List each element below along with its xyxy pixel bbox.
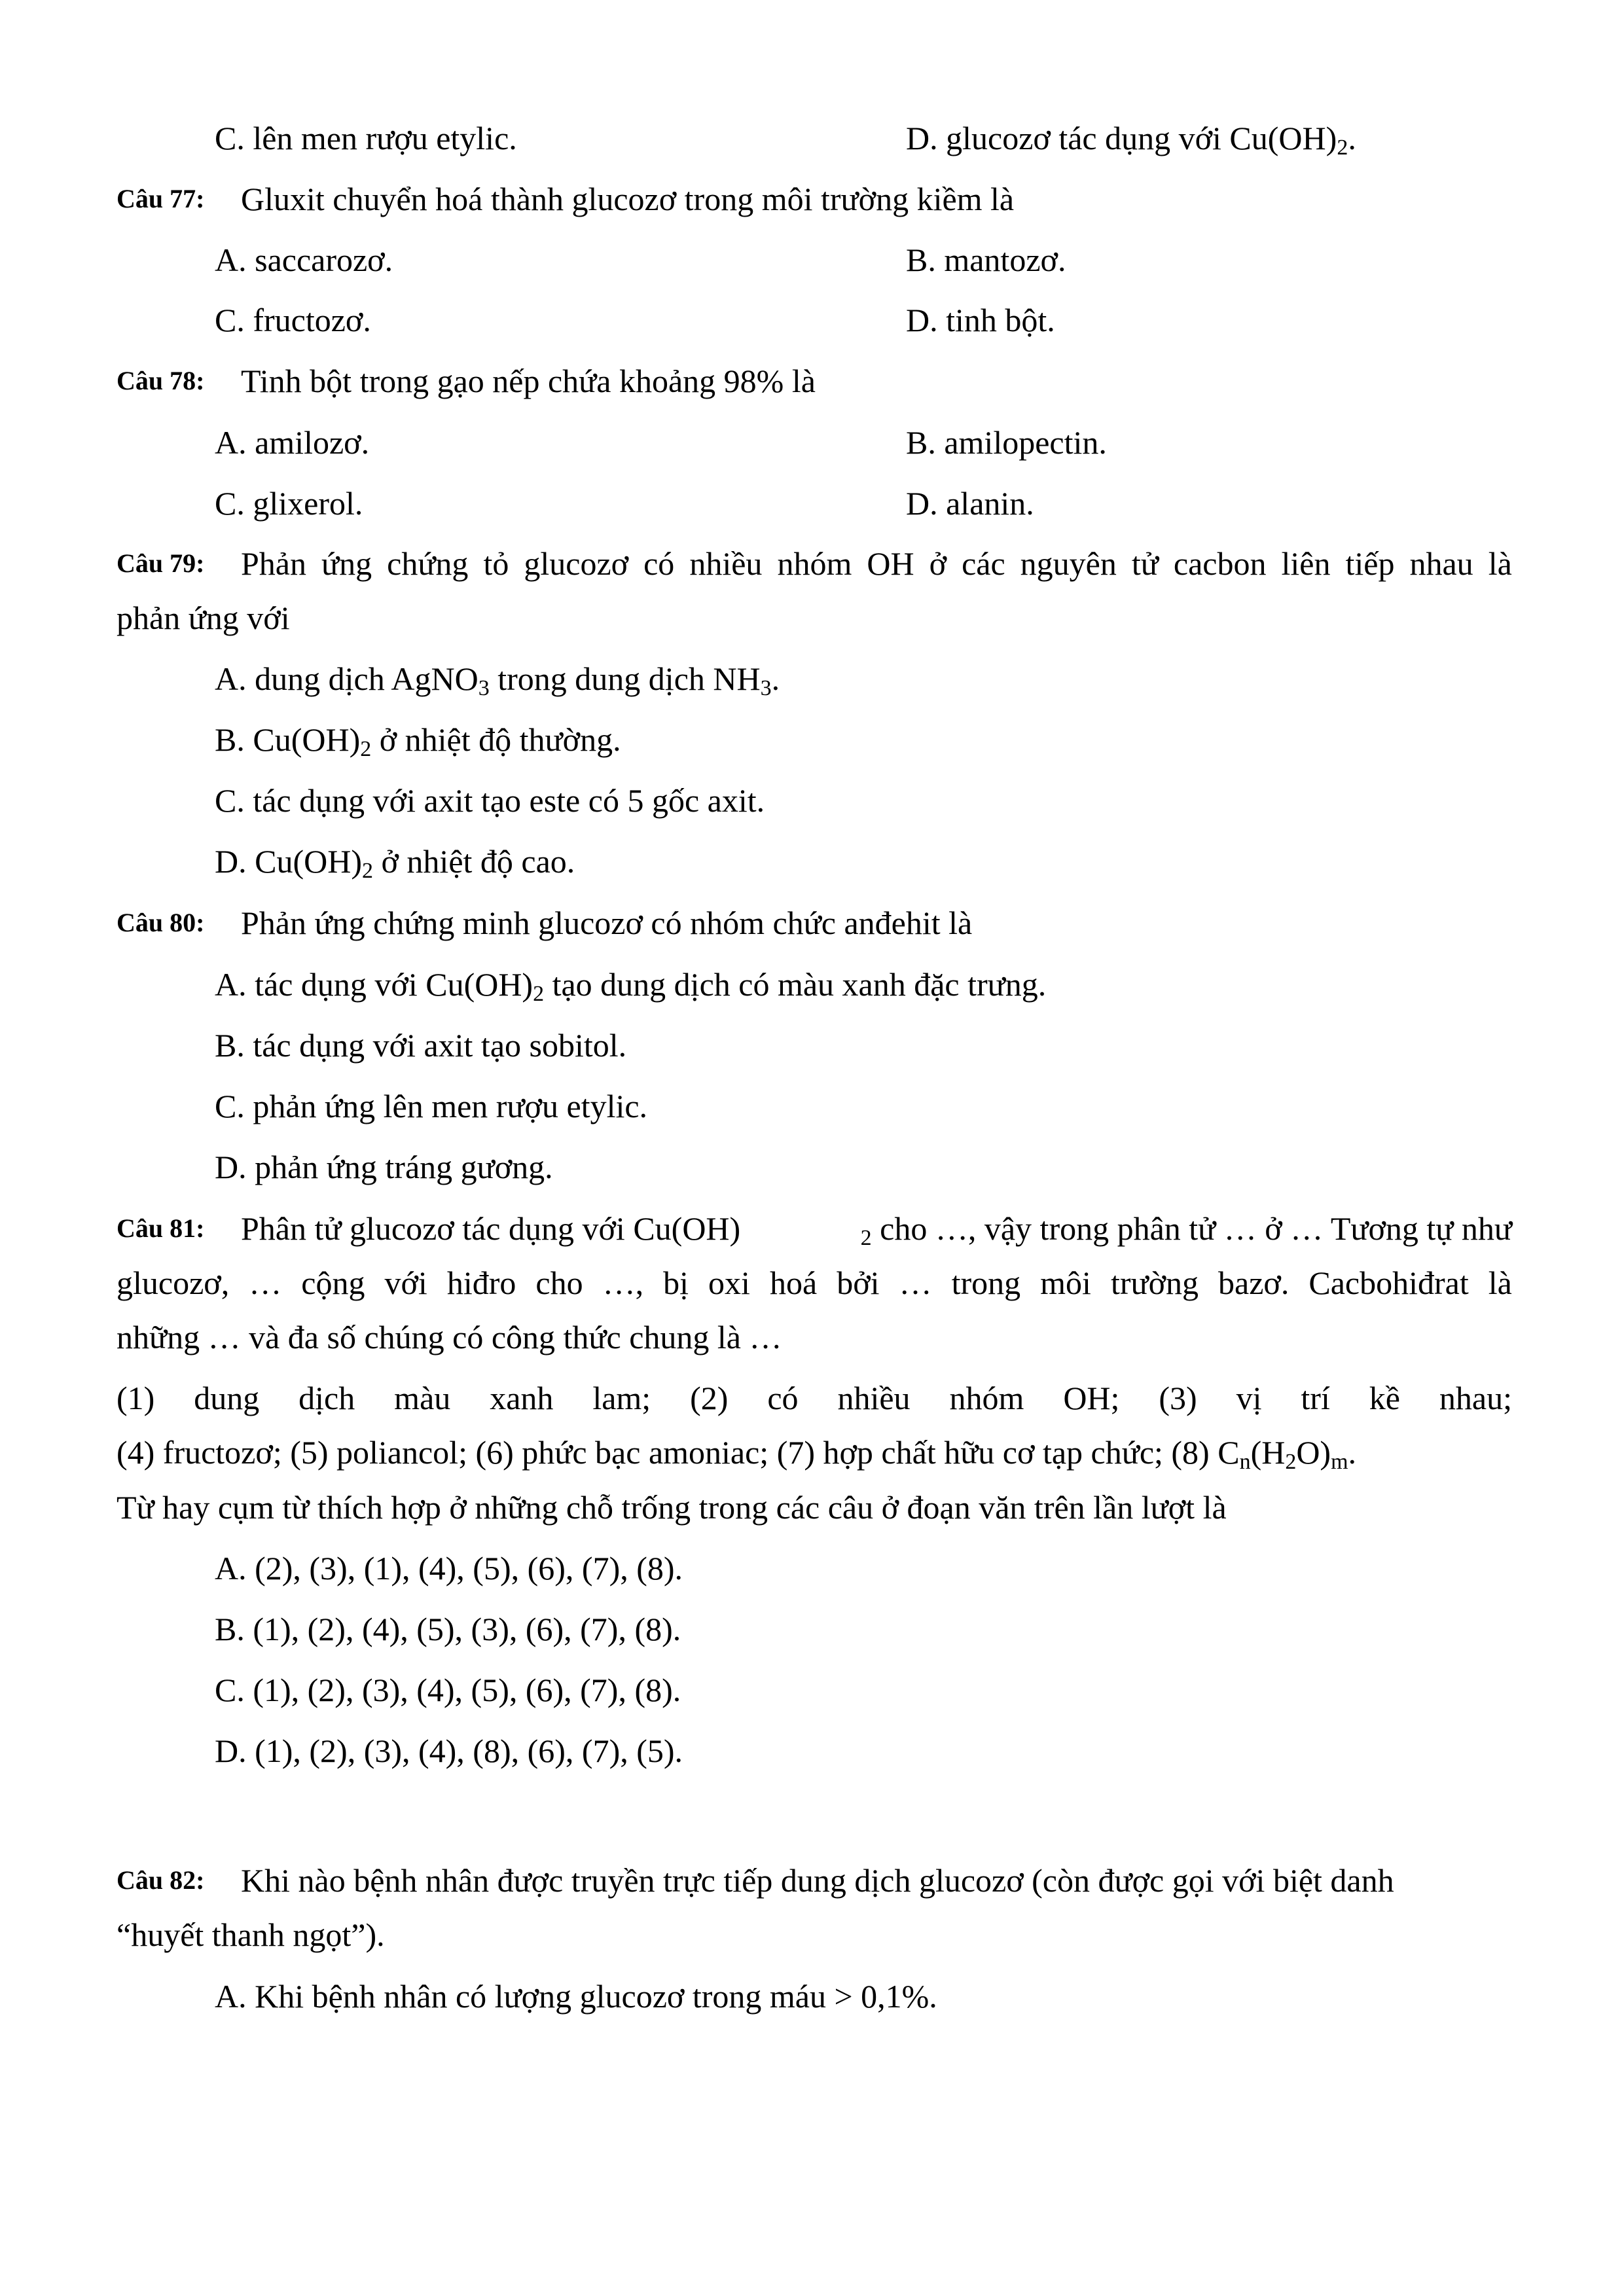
word: trường [1110,1265,1199,1301]
q78-option-b: B. amilopectin. [906,424,1107,461]
q79-text-line2: phản ứng với [117,600,290,636]
word: tử [1131,545,1159,582]
q77-option-d: D. tinh bột. [906,302,1055,338]
q81-option-d: D. (1), (2), (3), (4), (8), (6), (7), (5). [215,1732,683,1769]
word: trong [951,1265,1021,1301]
word: dung [194,1380,260,1416]
q81-text-line1: Phân tử glucozơ tác dụng với Cu(OH) $_2$ cho …, vậy trong phân tử … ở … Tương tự như [241,1210,1512,1250]
q80-option-c: C. phản ứng lên men rượu etylic. [215,1088,648,1124]
q76-option-d: D. glucozơ tác dụng với $Cu(OH)_2$. [906,120,1356,160]
q79-text-line1 [241,541,1512,586]
word: xanh [490,1380,554,1416]
word: … [899,1265,932,1301]
word: màu [394,1380,451,1416]
word: (1) [117,1380,155,1416]
word: (3) [1159,1380,1197,1416]
q77-option-a: A. saccarozơ. [215,242,393,278]
word: với [384,1265,427,1301]
word: có [767,1380,799,1416]
q77-label: Câu 77: [117,184,205,213]
word: kề [1369,1380,1400,1416]
word: có [643,545,675,582]
q81-label: Câu 81: [117,1213,205,1243]
q78-label: Câu 78: [117,366,205,395]
word: OH [867,545,914,582]
q77-text: Gluxit chuyển hoá thành glucozơ trong môi trường kiềm là [241,181,1015,217]
q81-text-line3: những … và đa số chúng có công thức chung là … [117,1319,782,1355]
q78-option-c: C. glixerol. [215,485,363,522]
word: ứng [321,545,372,582]
q77-option-c: C. fructozơ. [215,302,371,338]
q79-option-c: C. tác dụng với axit tạo este có 5 gốc axit. [215,782,765,819]
word: bazơ. [1218,1265,1290,1301]
word: (2) [690,1380,729,1416]
word: Cacbohiđrat [1308,1265,1469,1301]
q80-label: Câu 80: [117,908,205,937]
word: chứng [387,545,469,582]
q81-choices-line2: (4) fructozơ; (5) poliancol; (6) phức bạc amoniac; (7) hợp chất hữu cơ tạp chức; (8) $C_n(H_2O)_m$. [117,1434,1357,1474]
word: … [249,1265,282,1301]
q81-instruction: Từ hay cụm từ thích hợp ở những chỗ trống trong các câu ở đoạn văn trên lần lượt là [117,1489,1227,1526]
word: lam; [592,1380,651,1416]
q79-option-b: B. $Cu(OH)_2$ ở nhiệt độ thường. [215,721,621,761]
word: các [962,545,1005,582]
word: ở [929,545,947,582]
word: cacbon [1173,545,1267,582]
word: trí [1301,1380,1330,1416]
word: liên [1281,545,1331,582]
word: bị [663,1265,689,1301]
q78-option-a: A. amilozơ. [215,424,370,461]
word: glucozơ, [117,1265,230,1301]
q80-option-d: D. phản ứng tráng gương. [215,1149,553,1185]
q80-option-b: B. tác dụng với axit tạo sobitol. [215,1027,627,1064]
q79-option-d: D. $Cu(OH)_2$ ở nhiệt độ cao. [215,843,575,883]
q79-option-a: A. dung dịch AgNO$_3$ trong dung dịch $NH_3$. [215,660,780,700]
word: hoá [769,1265,818,1301]
q81-option-a: A. (2), (3), (1), (4), (5), (6), (7), (8). [215,1550,683,1587]
word: glucozơ [524,545,629,582]
word: là [1488,545,1512,582]
word: nhau; [1439,1380,1512,1416]
q76-option-c: C. lên men rượu etylic. [215,120,517,156]
q77-option-b: B. mantozơ. [906,242,1066,278]
word: nhiều [837,1380,911,1416]
word: tỏ [483,545,509,582]
word: bởi [837,1265,880,1301]
word: nhau [1409,545,1473,582]
word: nhiều [689,545,763,582]
q78-text: Tinh bột trong gạo nếp chứa khoảng 98% là [241,363,816,399]
word: oxi [708,1265,750,1301]
q82-text-line2: “huyết thanh ngọt”). [117,1916,385,1953]
q81-text-line2 [117,1260,1512,1306]
word: vị [1236,1380,1262,1416]
q79-label: Câu 79: [117,548,205,578]
q81-choices-line1 [117,1375,1512,1421]
word: …, [602,1265,644,1301]
word: nguyên [1020,545,1117,582]
q82-text: Khi nào bệnh nhân được truyền trực tiếp dung dịch glucozơ (còn được gọi với biệt danh [241,1862,1394,1899]
word: nhóm [949,1380,1024,1416]
word: hiđro [446,1265,516,1301]
word: cộng [301,1265,365,1301]
word: Phản [241,545,306,582]
q80-option-a: A. tác dụng với $Cu(OH)_2$ tạo dung dịch có màu xanh đặc trưng. [215,966,1047,1006]
word: nhóm [777,545,852,582]
word: OH; [1063,1380,1120,1416]
word: dịch [298,1380,355,1416]
q81-option-b: B. (1), (2), (4), (5), (3), (6), (7), (8). [215,1611,681,1647]
word: tiếp [1345,545,1395,582]
q82-label: Câu 82: [117,1865,205,1895]
q80-text: Phản ứng chứng minh glucozơ có nhóm chức anđehit là [241,905,973,941]
q82-option-a: A. Khi bệnh nhân có lượng glucozơ trong máu > 0,1%. [215,1978,937,2015]
word: môi [1040,1265,1091,1301]
word: cho [535,1265,583,1301]
q81-option-c: C. (1), (2), (3), (4), (5), (6), (7), (8). [215,1672,681,1708]
q78-option-d: D. alanin. [906,485,1034,522]
word: là [1488,1265,1512,1301]
